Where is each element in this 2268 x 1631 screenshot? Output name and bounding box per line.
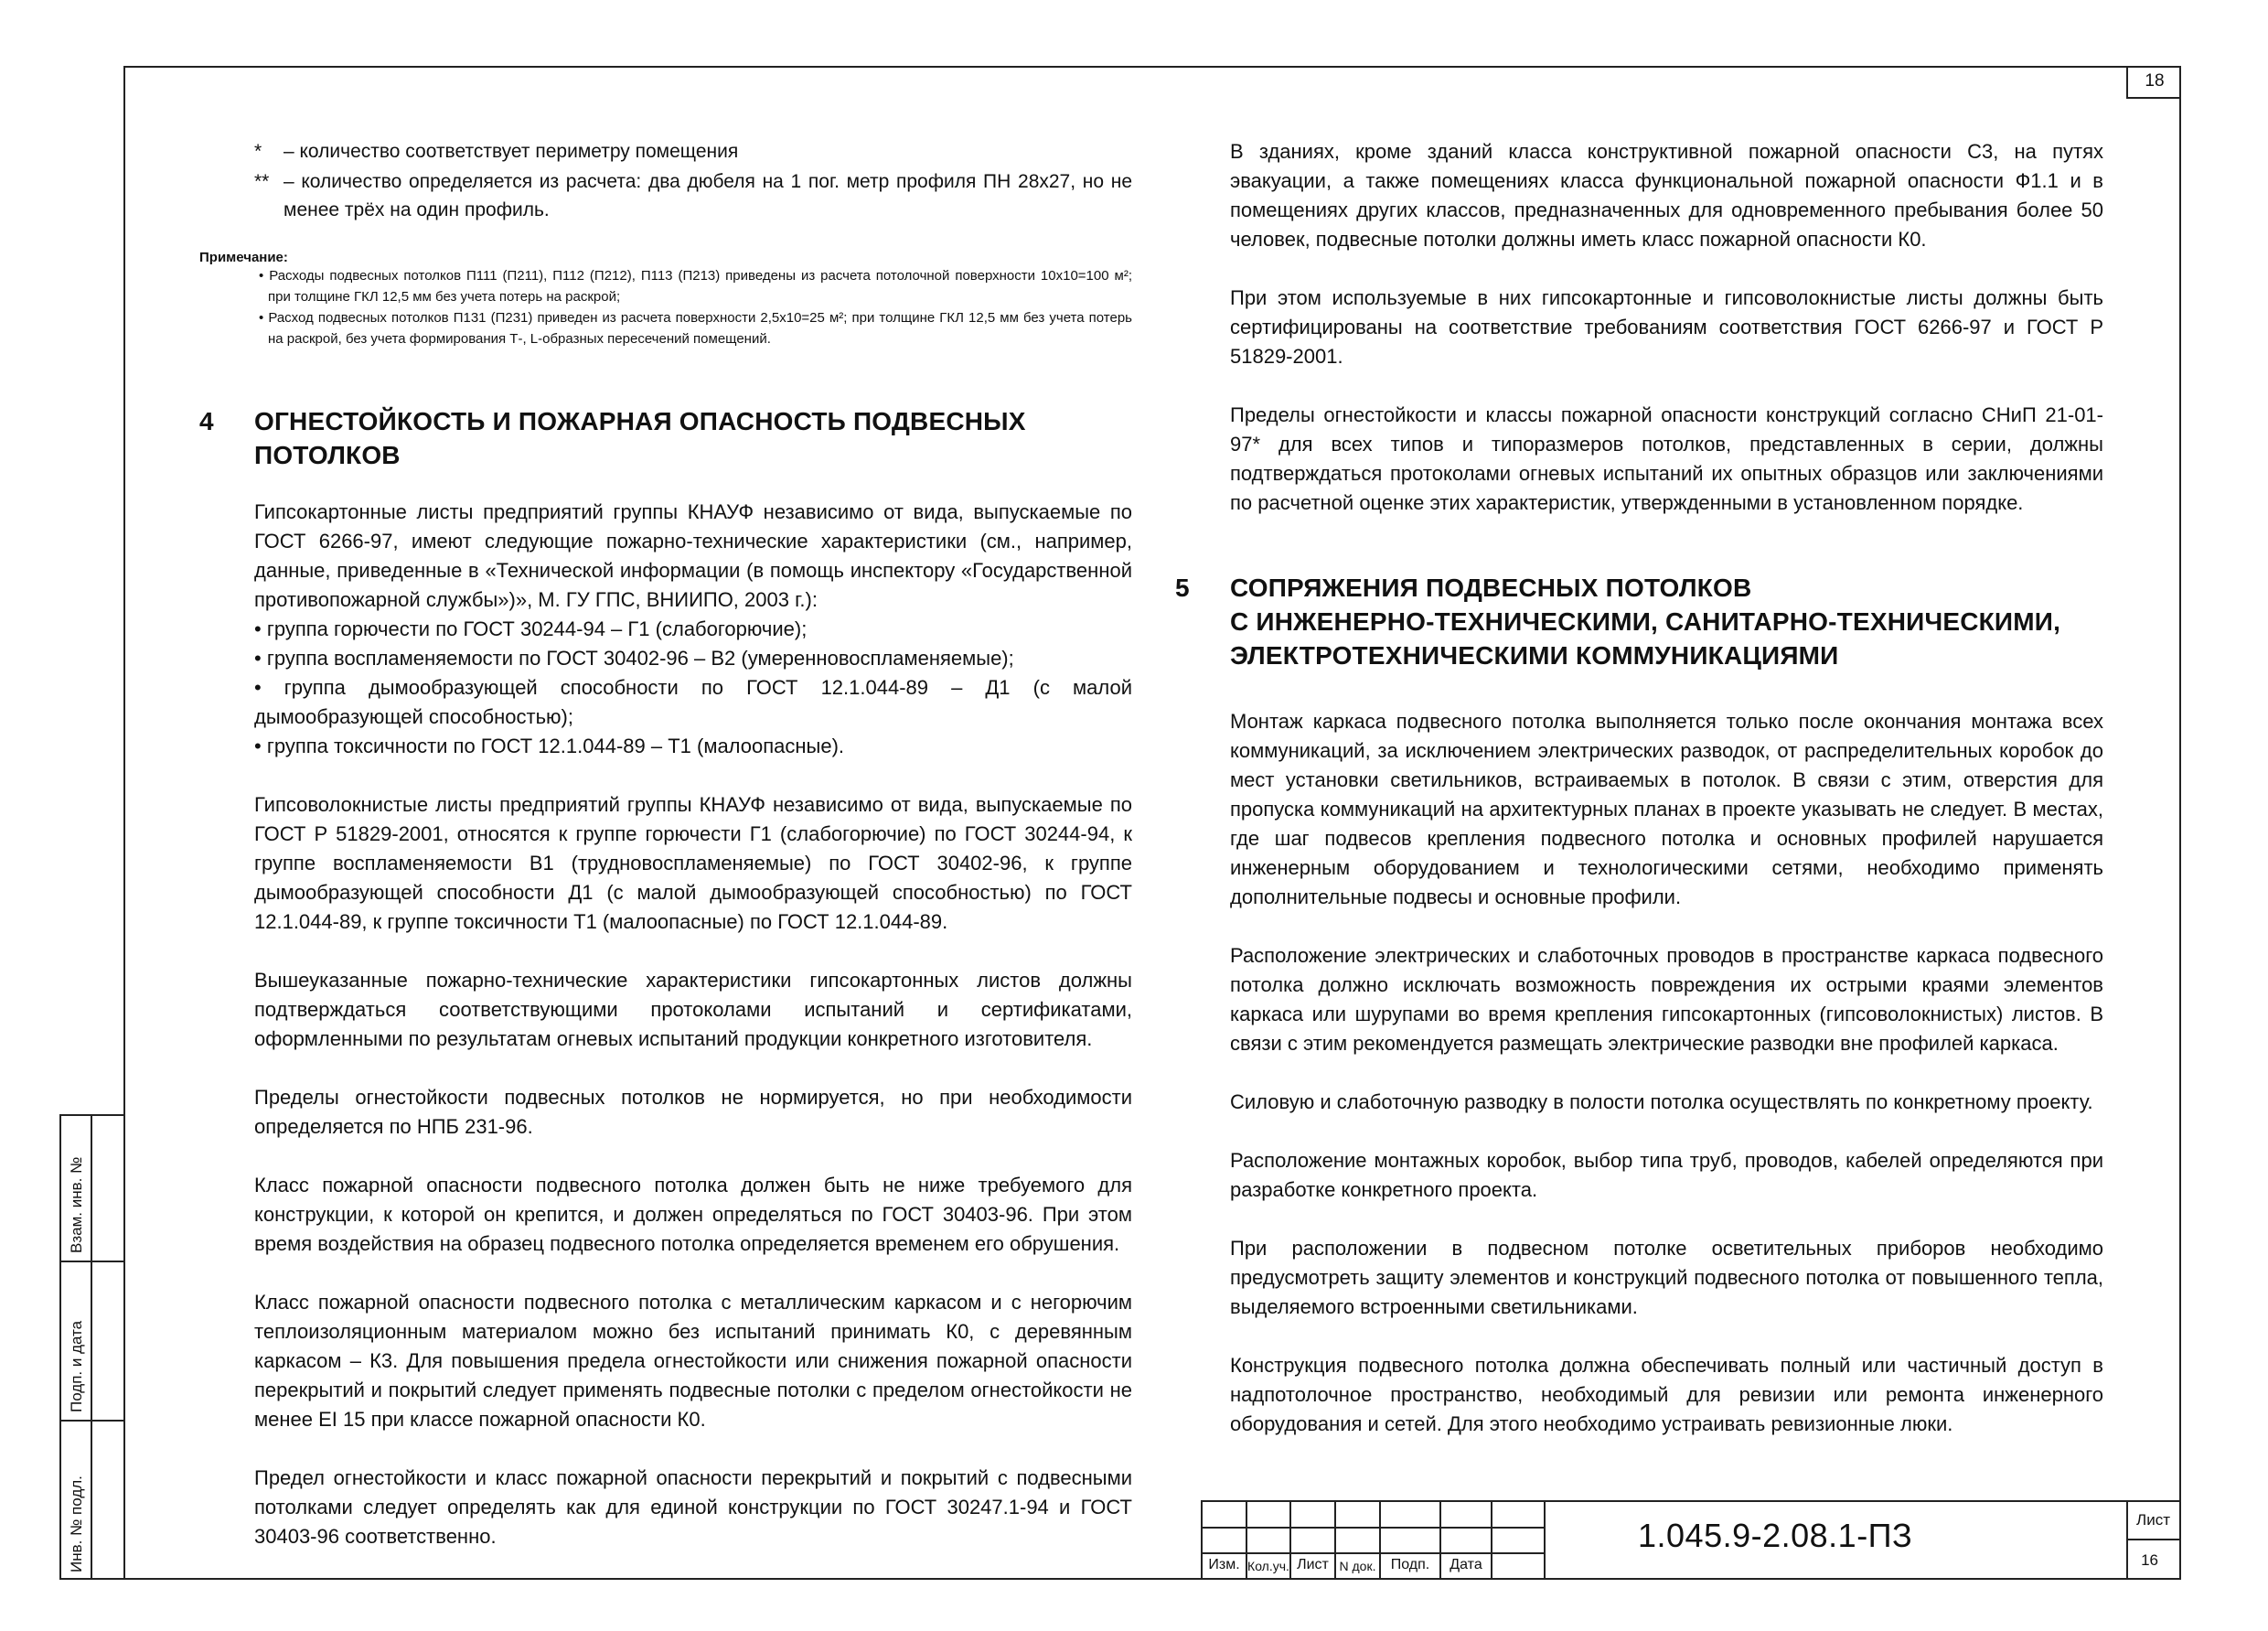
stamp-grid — [1201, 1500, 1546, 1580]
stamp-label-izm: Изм. — [1208, 1557, 1240, 1572]
note-item: • Расход подвесных потолков П131 (П231) приведен из расчета поверхности 2,5х10=25 м²; при толщине ГКЛ 12,5 мм без учета потерь на раскрой, без учета формирования Т-, L-образных пересечений помещений. — [259, 310, 1132, 347]
section-4-heading — [199, 404, 1132, 472]
bullet-item: • группа дымообразующей способности по ГОСТ 12.1.044-89 – Д1 (с малой дымообразующей способностью); — [254, 676, 1132, 728]
bullet-item: • группа токсичности по ГОСТ 12.1.044-89 – Т1 (малоопасные). — [254, 735, 845, 757]
section-title: ОГНЕСТОЙКОСТЬ И ПОЖАРНАЯ ОПАСНОСТЬ ПОДВЕСНЫХ ПОТОЛКОВ — [254, 407, 1026, 469]
stamp-label-ndok: N док. — [1339, 1559, 1376, 1573]
list-number: 16 — [2141, 1551, 2158, 1569]
paragraph: Класс пожарной опасности подвесного потолка должен быть не ниже требуемого для конструкции, к которой он крепится, и должен определяться по ГОСТ 30403-96. При этом время воздействия на образец подвесного потолка определяется временем его обрушения. — [254, 1174, 1132, 1255]
side-label-inv: Инв. № подл. — [68, 1475, 85, 1572]
paragraph: Расположение монтажных коробок, выбор типа труб, проводов, кабелей определяются при разработке конкретного проекта. — [1230, 1149, 2103, 1201]
bullet-item: • группа горючести по ГОСТ 30244-94 – Г1 (слабогорючие); — [254, 617, 808, 640]
side-cell-podp — [61, 1262, 123, 1422]
bullet-item: • группа воспламеняемости по ГОСТ 30402-96 – В2 (умеренновоспламеняемые); — [254, 647, 1014, 670]
paragraph: Класс пожарной опасности подвесного потолка с металлическим каркасом и с негорючим теплоизоляционным материалом можно без испытаний принимать К0, с деревянным каркасом – К3. Для повышения предела огнестойкости или снижения пожарной опасности перекрытий и покрытий следует применять подвесные потолки с пределом огнестойкости не менее EI 15 при классе пожарной опасности К0. — [254, 1291, 1132, 1431]
stamp-label-podp: Подп. — [1390, 1557, 1430, 1572]
paragraph: Пределы огнестойкости подвесных потолков не нормируется, но при необходимости определяется по НПБ 231-96. — [254, 1086, 1132, 1138]
paragraph: В зданиях, кроме зданий класса конструктивной пожарной опасности С3, на путях эвакуации, а также помещениях класса функциональной пожарной опасности Ф1.1 и в помещениях других классов, предназначенных для одновременного пребывания более 50 человек, подвесные потолки должны иметь класс пожарной опасности К0. — [1230, 140, 2103, 251]
paragraph: Гипсокартонные листы предприятий группы КНАУФ независимо от вида, выпускаемые по ГОСТ 6266-97, имеют следующие пожарно-технические характеристики (см., например, данные, приведенные в «Технической информации (в помощь инспектору «Государственной противопожарной службы»)», М. ГУ ГПС, ВНИИПО, 2003 г.): — [254, 500, 1132, 611]
side-label-podp: Подп. и дата — [68, 1320, 85, 1412]
footnote-mark: ** — [254, 171, 270, 192]
paragraph: Конструкция подвесного потолка должна обеспечивать полный или частичный доступ в надпотолочное пространство, необходимый для ревизии или ремонта инженерного оборудования и сетей. Для этого необходимо устраивать ревизионные люки. — [1230, 1354, 2103, 1435]
paragraph: Вышеуказанные пожарно-технические характеристики гипсокартонных листов должны подтверждаться соответствующими протоколами испытаний и сертификатами, оформленными по результатам огневых испытаний продукции конкретного изготовителя. — [254, 969, 1132, 1050]
footnote-text: – количество соответствует периметру помещения — [284, 141, 739, 162]
stamp-label-kol: Кол.уч. — [1247, 1559, 1289, 1573]
footnote-text: – количество определяется из расчета: два дюбеля на 1 пог. метр профиля ПН 28х27, но не менее трёх на один профиль. — [284, 171, 1132, 220]
paragraph: Гипсоволокнистые листы предприятий группы КНАУФ независимо от вида, выпускаемые по ГОСТ Р 51829-2001, относятся к группе горючести Г1 (слабогорючие) по ГОСТ 30244-94, к группе воспламеняемости В1 (трудновоспламеняемые) по ГОСТ 30402-96, к группе дымообразующей способности Д1 (с малой дымообразующей способностью) по ГОСТ 12.1.044-89, к группе токсичности Т1 (малоопасные) по ГОСТ 12.1.044-89. — [254, 793, 1132, 933]
document-code: 1.045.9-2.08.1-ПЗ — [1638, 1517, 1913, 1554]
section-title-line: СОПРЯЖЕНИЯ ПОДВЕСНЫХ ПОТОЛКОВ — [1230, 574, 1752, 602]
list-label: Лист — [2136, 1511, 2170, 1529]
paragraph: При расположении в подвесном потолке осветительных приборов необходимо предусмотреть защиту элементов и конструкций подвесного потолка от повышенного тепла, выделяемого встроенными светильниками. — [1230, 1237, 2103, 1318]
stamp-label-list: Лист — [1297, 1557, 1329, 1572]
stamp-label-data: Дата — [1450, 1557, 1482, 1572]
side-label-vzam: Взам. инв. № — [68, 1156, 85, 1253]
side-cell-inv — [61, 1422, 123, 1580]
note-item: • Расходы подвесных потолков П111 (П211), П112 (П212), П113 (П213) приведены из расчета потолочной поверхности 10х10=100 м²; при толщине ГКЛ 12,5 мм без учета потерь на раскрой; — [259, 268, 1132, 305]
section-number: 4 — [199, 407, 214, 435]
title-block — [1201, 1500, 2181, 1580]
note-heading: Примечание: — [199, 250, 288, 265]
section-5-heading — [1175, 571, 2103, 672]
footnote-1 — [254, 137, 1132, 166]
paragraph: При этом используемые в них гипсокартонные и гипсоволокнистые листы должны быть сертифицированы на соответствие требованиям соответствия ГОСТ 6266-97 и ГОСТ Р 51829-2001. — [1230, 286, 2103, 368]
paragraph: Силовую и слаботочную разводку в полости потолка осуществлять по конкретному проекту. — [1230, 1090, 2093, 1113]
footnote-2 — [254, 167, 1132, 224]
sheet-number: 18 — [2126, 66, 2181, 99]
section-title-line: ЭЛЕКТРОТЕХНИЧЕСКИМИ КОММУНИКАЦИЯМИ — [1230, 641, 1839, 670]
side-cell-vzam — [61, 1116, 123, 1262]
footnote-mark: * — [254, 141, 262, 162]
section-number: 5 — [1175, 574, 1190, 602]
side-stamp — [59, 1114, 123, 1580]
paragraph: Предел огнестойкости и класс пожарной опасности перекрытий и покрытий с подвесными потолками следует определять как для единой конструкции по ГОСТ 30247.1-94 и ГОСТ 30403-96 соответственно. — [254, 1466, 1132, 1548]
right-column — [1175, 137, 2103, 1439]
left-column — [199, 137, 1132, 1551]
paragraph: Расположение электрических и слаботочных проводов в пространстве каркаса подвесного потолка должно исключать возможность повреждения их острыми краями элементов каркаса или шурупами во время крепления гипсокартонных (гипсоволокнистых) листов. В связи с этим рекомендуется размещать электрические разводки вне профилей каркаса. — [1230, 944, 2103, 1055]
paragraph: Пределы огнестойкости и классы пожарной опасности конструкций согласно СНиП 21-01-97* для всех типов и типоразмеров потолков, представленных в серии, должны подтверждаться протоколами огневых испытаний их опытных образцов или заключениями по расчетной оценке этих характеристик, утвержденными в установленном порядке. — [1230, 403, 2103, 514]
paragraph: Монтаж каркаса подвесного потолка выполняется только после окончания монтажа всех коммуникаций, за исключением электрических разводок, от распределительных коробок до мест установки светильников, встраиваемых в потолок. В связи с этим, отверстия для пропуска коммуникаций на архитектурных планах в проекте указывать не следует. В местах, где шаг подвесов крепления подвесного потолка и основных профилей нарушается инженерным оборудованием и технологическими сетями, необходимо применять дополнительные подвесы и основные профили. — [1230, 710, 2103, 908]
section-title-line: С ИНЖЕНЕРНО-ТЕХНИЧЕСКИМИ, САНИТАРНО-ТЕХНИЧЕСКИМИ, — [1230, 607, 2061, 636]
